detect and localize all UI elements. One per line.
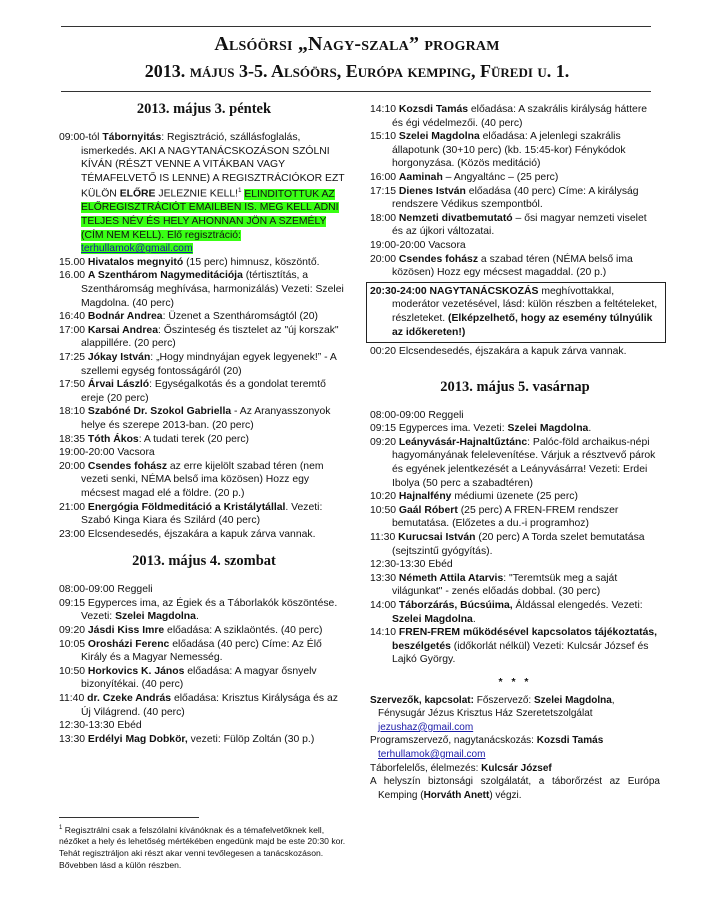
entry-title: FREN-FREM működésével kapcsolatos tájékoztatás, beszélgetés — [392, 627, 658, 652]
contact-email-line — [370, 748, 660, 762]
entry-text: előadása: A jelenlegi szakrális állapotunk (30+10 perc) (kb. 15:45-kor) Fénykódok horgonyzása. (Közös meditáció) — [392, 131, 626, 170]
entry-title: Bodnár Andrea — [87, 311, 163, 323]
entry-text: előadása: Krisztus Királysága és az Új Világrend. (40 perc) — [81, 693, 338, 718]
entry-time: 17:00 — [59, 324, 86, 336]
contact-line — [370, 734, 660, 748]
entry-time: 16:40 — [59, 311, 86, 323]
entry-time: 18:10 — [59, 406, 86, 418]
entry-text: Elcsendesedés, éjszakára a kapuk zárva vannak. — [396, 346, 627, 358]
program-entry — [370, 531, 660, 558]
council-box — [366, 282, 666, 343]
entry-text: előadása (40 perc) Címe: A királyság rendszere Védikus szempontból. — [392, 185, 639, 211]
entry-text: (25 perc) A FREN-FREM rendszer bemutatása. (Előzetes a du.-i programhoz) — [392, 504, 619, 530]
entry-time: 09:00-tól — [59, 132, 100, 143]
contact-text: Főszervező: — [473, 694, 534, 706]
entry-title: Gaál Róbert — [398, 504, 458, 516]
entry-time: 19:00-20:00 — [370, 239, 426, 251]
program-entry — [59, 733, 349, 747]
entry-time: 11:30 — [370, 532, 396, 544]
entry-text: – Angyaltánc – (25 perc) — [442, 171, 559, 183]
entry-text: : Egységalkotás és a gondolat teremtő ereje (20 perc) — [81, 379, 326, 404]
program-entry — [370, 504, 660, 531]
program-entry — [370, 422, 660, 436]
entry-title: Nemzeti divatbemutató — [398, 212, 513, 224]
program-entry — [59, 624, 349, 638]
day-heading-saturday: 2013. május 4. szombat — [132, 553, 276, 570]
entry-time: 17:25 — [59, 351, 86, 363]
entry-time: 18:00 — [370, 212, 397, 224]
page-subtitle: 2013. május 3-5. Alsóörs, Európa kemping, Füredi u. 1. — [144, 61, 570, 81]
entry-time: 23:00 — [59, 528, 86, 540]
entry-text: – ősi magyar nemzeti viselet és az újkori változatai. — [392, 212, 647, 238]
entry-title: Csendes fohász — [87, 460, 168, 472]
entry-time: 10:50 — [370, 504, 397, 516]
entry-title: Aaminah — [398, 171, 443, 183]
entry-time: 08:00-09:00 — [370, 409, 426, 421]
entry-text: : Palóc-föld archaikus-népi hagyományának felelevenítése. Várjuk a résztvevő párok és egyének jelentkezését a Leányvásárra! Vezeti: Erdei Ibolya (50 perc a szabadtéren) — [392, 436, 656, 489]
program-entry — [370, 626, 660, 667]
entry-text: Ebéd — [425, 559, 453, 571]
entry-title: Szabóné Dr. Szokol Gabriella — [87, 406, 232, 418]
program-entry — [370, 558, 660, 572]
contact-name: Horváth Anett — [423, 789, 490, 801]
entry-time: 10:20 — [370, 491, 397, 503]
right-column — [370, 103, 660, 802]
entry-title: NAGYTANÁCSKOZÁS — [429, 285, 539, 297]
entry-time: 19:00-20:00 — [59, 447, 115, 459]
entry-text: : "Teremtsük meg a saját világunkat" - zenés előadás dobbal. (30 perc) — [392, 572, 618, 598]
entry-title: Szelei Magdolna — [115, 611, 196, 623]
highlighted-notice: ELINDITOTTUK AZ ELŐREGISZTRÁCIÓT EMAILBEN IS. MEG KELL ADNI TELJES NÉV ÉS HELY AHONNAN JÖN A SZEMÉLY (CÍM NEM KELL). Elő regisztráció: — [81, 188, 339, 241]
entry-time: 14:10 — [370, 627, 397, 639]
program-entry — [370, 253, 660, 280]
entry-time: 00:20 — [370, 346, 397, 358]
entry-time: 10:50 — [59, 665, 86, 677]
entry-text: : A tudati terek (20 perc) — [138, 433, 250, 445]
contact-name: Kulcsár József — [481, 762, 552, 774]
entry-time: 17:15 — [370, 185, 397, 197]
contact-text: , Fénysugár Jézus Krisztus Ház Szeretetszolgálat — [378, 694, 615, 720]
entry-title: Tábornyitás — [102, 132, 162, 143]
entry-warning: (Elképzelhető, hogy az esemény túlnyúlik az időkereten!) — [392, 312, 653, 338]
entry-title: Horkovics K. János — [87, 665, 185, 677]
entry-title: A Szenthárom Nagymeditációja — [87, 270, 243, 282]
program-entry — [59, 405, 349, 432]
day-heading-friday: 2013. május 3. péntek — [136, 101, 272, 117]
program-entry — [59, 310, 349, 324]
program-entry — [59, 528, 349, 542]
header-rule-top — [61, 26, 651, 27]
email-link-terhullamok[interactable]: terhullamok@gmail.com — [378, 748, 486, 760]
footnote-mark: 1 — [59, 825, 63, 831]
entry-title: Árvai László — [87, 379, 150, 391]
program-entry — [370, 409, 660, 423]
program-entry — [59, 446, 349, 460]
entry-time: 13:30 — [370, 572, 397, 584]
entry-text: - Az Aranyasszonyok helye és szerepe 2013-ban. (20 perc) — [81, 406, 331, 431]
entry-text: Ebéd — [114, 720, 142, 732]
program-entry — [370, 130, 660, 171]
entry-text: : Regisztráció, szállásfoglalás, ismerkedés. AKI A NAGYTANÁCSKOZÁSON SZÓLNI KÍVÁN (RÉSZT VENNE A VITÁKBAN VAGY TÉMAFELVETŐ IS LENNE) A REGISZTRÁCIÓKOR EZT KÜLÖN — [81, 132, 345, 200]
contact-name: Kozsdi Tamás — [536, 735, 604, 747]
entry-title: Hajnalfény — [398, 491, 452, 503]
program-entry — [370, 285, 662, 339]
entry-title: Energógia Földmeditáció a Kristálytállal — [87, 501, 286, 513]
program-entry — [370, 212, 660, 239]
entry-time: 09:20 — [370, 436, 397, 448]
footnote-ref[interactable]: 1 — [238, 188, 242, 195]
program-entry — [370, 345, 660, 359]
entry-time: 16.00 — [59, 270, 86, 282]
footnote — [59, 823, 349, 871]
contact-email-line — [370, 721, 660, 735]
program-entry — [59, 501, 349, 528]
program-entry — [59, 131, 349, 256]
program-entry — [370, 239, 660, 253]
program-entry — [370, 436, 660, 490]
entry-text: Reggeli — [425, 409, 464, 421]
entry-time: 15.00 — [59, 256, 86, 268]
entry-time: 10:05 — [59, 638, 86, 650]
entry-text: JELEZNIE KELL! — [155, 188, 239, 200]
entry-time: 21:00 — [59, 501, 86, 513]
entry-text: . — [195, 611, 199, 623]
contact-line — [370, 775, 660, 802]
entry-text: Vacsora — [114, 447, 155, 459]
entry-title: Csendes fohász — [398, 253, 479, 265]
entry-time: 09:20 — [59, 625, 86, 637]
program-entry — [59, 665, 349, 692]
entry-text: : Üzenet a Szentháromságtól (20) — [162, 311, 318, 323]
entry-time: 08:00-09:00 — [59, 584, 115, 596]
contact-text: Programszervező, nagytanácskozás: — [370, 735, 537, 747]
entry-text: előadása (40 perc) Címe: Az Élő Király és a Magyar Nemesség. — [81, 638, 322, 664]
registration-email-link[interactable]: terhullamok@gmail.com — [81, 243, 193, 255]
contact-line — [370, 694, 660, 721]
entry-text: Elcsendesedés, éjszakára a kapuk zárva vannak. — [85, 528, 316, 540]
entry-text: előadása: A magyar ősnyelv bizonyítékai. (40 perc) — [81, 665, 317, 691]
program-entry — [370, 599, 660, 626]
footnote-separator — [59, 817, 199, 818]
entry-text: . — [472, 613, 476, 625]
entry-title: Táborzárás, Búcsúima, — [398, 600, 513, 611]
contact-text: ) végzi. — [489, 789, 522, 801]
contact-text: Táborfelelős, élelmezés: — [370, 762, 482, 774]
entry-title: Szelei Magdolna — [507, 423, 589, 435]
entry-text: (20 perc) A Torda szelet bemutatása (sejtszintű gyógyítás). — [392, 532, 645, 557]
entry-time: 14:00 — [370, 600, 397, 611]
entry-time: 13:30 — [59, 733, 86, 745]
entry-title: Szelei Magdolna — [392, 613, 473, 625]
program-entry — [370, 185, 660, 212]
entry-time: 17:50 — [59, 379, 86, 391]
entry-title: Orosházi Ferenc — [87, 638, 170, 650]
program-entry — [59, 351, 349, 378]
entry-title: Karsai Andrea — [87, 324, 158, 336]
program-entry — [59, 597, 349, 624]
program-entry — [59, 638, 349, 665]
entry-text: Egyperces ima. Vezeti: — [396, 423, 508, 435]
entry-title: Kurucsai István — [398, 532, 476, 544]
entry-text: Vacsora — [425, 239, 466, 251]
entry-text: Reggeli — [114, 584, 153, 596]
entry-time: 12:30-13:30 — [370, 559, 426, 571]
entry-time: 09:15 — [370, 423, 397, 435]
entry-time: 20:30-24:00 — [370, 285, 427, 297]
entry-title: dr. Czeke András — [87, 693, 172, 705]
entry-title: Tóth Ákos — [87, 433, 139, 445]
entry-title: Németh Attila Atarvis — [398, 572, 504, 584]
entry-time: 20:00 — [59, 460, 86, 472]
program-entry — [59, 460, 349, 501]
entry-text: vezeti: Fülöp Zoltán (30 p.) — [187, 733, 315, 745]
footnote-text: Regisztrálni csak a felszólalni kívánóknak és a témafelvetőknek kell, nézőket a hely és lehetőség mértékében engedünk majd be este 20:30 kor. Tehát regisztráljon aki részt akar venni tevőlegesen a tanácskozáson. Bővebben lásd a külön részben. — [59, 824, 346, 870]
entry-title: Jásdi Kiss Imre — [87, 625, 165, 637]
left-column — [59, 103, 349, 746]
entry-title: Leányvásár-Hajnaltűztánc — [398, 436, 528, 448]
entry-emphasis: ELŐRE — [119, 188, 156, 200]
email-link-jezushaz[interactable]: jezushaz@gmail.com — [378, 721, 474, 733]
entry-time: 12:30-13:30 — [59, 720, 115, 732]
program-entry — [59, 692, 349, 719]
program-entry — [370, 572, 660, 599]
entry-text: . Vezeti: Szabó Kinga Kiara és Szilárd (40 perc) — [81, 501, 323, 527]
entry-text: (tértisztítás, a Szentháromság meghívása, harmonizálás) Vezeti: Szelei Magdolna. (40 perc) — [81, 270, 344, 309]
program-entry — [59, 324, 349, 351]
entry-time: 16:00 — [370, 171, 397, 183]
program-entry — [370, 103, 660, 130]
entry-text: Egyperces ima, az Égiek és a Táborlakók köszöntése. Vezeti: — [81, 597, 338, 623]
entry-title: Jókay István — [87, 351, 151, 363]
program-entry — [370, 490, 660, 504]
contact-line — [370, 762, 660, 776]
program-entry — [59, 433, 349, 447]
section-divider-stars: * * * — [498, 676, 532, 688]
entry-text: előadása: A sziklaöntés. (40 perc) — [164, 625, 323, 637]
entry-title: Kozsdi Tamás — [398, 104, 469, 115]
program-entry — [59, 583, 349, 597]
program-entry — [59, 256, 349, 270]
entry-title: Dienes István — [398, 185, 466, 197]
entry-text: . — [588, 423, 592, 435]
entry-text: meghívottakkal, moderátor vezetésével, lásd: külön részben a feltételeket, részleteket. — [392, 285, 658, 324]
program-entry — [59, 269, 349, 310]
entry-text: : Őszinteség és tisztelet az "új korszak" alappillére. (20 perc) — [81, 324, 339, 350]
entry-title: Szelei Magdolna — [398, 131, 480, 143]
contact-label: Szervezők, kapcsolat: — [370, 694, 474, 706]
entry-time: 18:35 — [59, 433, 86, 445]
entry-time: 15:10 — [370, 131, 397, 143]
entry-time: 20:00 — [370, 253, 397, 265]
contact-name: Szelei Magdolna — [533, 694, 612, 706]
entry-text: (időkorlát nélkül) Vezeti: Kulcsár József és Lajkó György. — [392, 640, 649, 666]
program-entry — [59, 378, 349, 405]
program-entry — [370, 171, 660, 185]
entry-title: Erdélyi Mag Dobkör, — [87, 733, 188, 745]
entry-text: Áldással elengedés. Vezeti: — [512, 600, 643, 611]
entry-text: : „Hogy mindnyájan egyek legyenek!” - A szellemi egység fontosságáról (20) — [81, 351, 337, 377]
entry-title: Hivatalos megnyitó — [87, 256, 184, 268]
entry-text: előadása: A szakrális királyság háttere és égi védelmezői. (40 perc) — [392, 104, 648, 129]
entry-time: 09:15 — [59, 597, 86, 609]
entry-text: (15 perc) himnusz, köszöntő. — [183, 256, 320, 268]
entry-text: médiumi üzenete (25 perc) — [451, 491, 578, 503]
entry-text: a szabad téren (NÉMA belső ima közösen) Hozz egy mécsest magaddal. (20 p.) — [392, 253, 633, 279]
header-rule-bottom — [61, 91, 651, 92]
day-heading-sunday: 2013. május 5. vasárnap — [440, 378, 590, 395]
entry-time: 14:10 — [370, 104, 397, 115]
contact-text: A helyszín biztonsági szolgálatát, a táborőrzést az Európa Kemping ( — [370, 776, 660, 801]
program-entry — [59, 719, 349, 733]
page-title: Alsóörsi „Nagy-szala” program — [214, 33, 500, 55]
entry-time: 11:40 — [59, 693, 85, 705]
contacts-block — [370, 694, 660, 803]
entry-text: az erre kijelölt szabad téren (nem vezeti senki, NÉMA belső ima közösen) Hozz egy mécsest magad elé a földre. (20 p.) — [81, 460, 324, 499]
